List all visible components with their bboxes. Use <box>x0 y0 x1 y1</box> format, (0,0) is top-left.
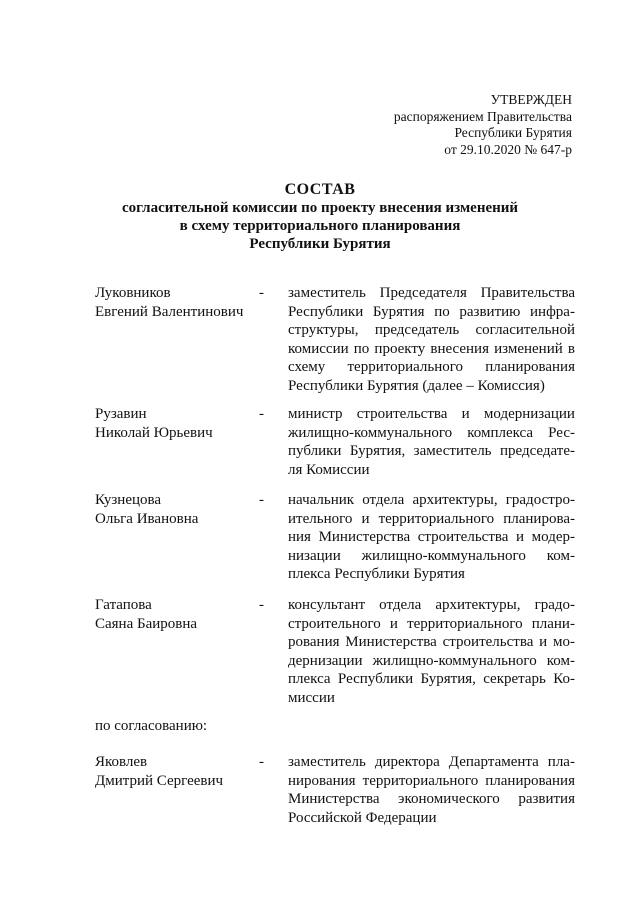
separator-dash: - <box>259 597 264 613</box>
role-line: плекса Республики Бурятия, секретарь Ко- <box>288 671 575 687</box>
approval-date-line: от 29.10.2020 № 647-р <box>444 141 572 157</box>
member-given-name: Евгений Валентинович <box>95 303 244 320</box>
member-given-name: Ольга Ивановна <box>95 510 199 527</box>
member-name <box>95 753 265 790</box>
member-surname: Кузнецова <box>95 492 162 508</box>
role-line: нирования территориального планирования <box>288 772 575 789</box>
title-line-2: в схему территориального планирования <box>179 218 461 234</box>
role-line: миссии <box>288 689 335 706</box>
member-name <box>95 405 265 442</box>
member-role <box>288 405 575 479</box>
member-surname: Яковлев <box>95 754 148 770</box>
role-line: ительного и территориального планирова- <box>288 510 575 527</box>
approval-authority-line: Республики Бурятия <box>454 125 572 140</box>
role-line: Министерства экономического развития <box>288 791 575 807</box>
role-line: структуры, председатель согласительной <box>288 322 575 338</box>
approval-stamp <box>394 92 572 158</box>
approval-order-line: распоряжением Правительства <box>393 108 572 124</box>
role-line: комиссии по проекту внесения изменений в <box>288 340 575 357</box>
role-line: ния Министерства строительства и модер- <box>288 529 575 545</box>
separator-dash: - <box>259 492 264 508</box>
agreement-section-note: по согласованию: <box>95 718 208 734</box>
document-title <box>0 181 640 253</box>
member-name <box>95 596 265 633</box>
separator-dash: - <box>259 406 264 422</box>
approval-title: УТВЕРЖДЕН <box>490 92 572 107</box>
title-line-3: Республики Бурятия <box>249 236 391 252</box>
role-line: заместитель директора Департамента пла- <box>288 754 575 770</box>
role-line: Республики Бурятия (далее – Комиссия) <box>288 377 545 394</box>
role-line: заместитель Председателя Правительства <box>288 285 575 301</box>
title-line-1: согласительной комиссии по проекту внесения изменений <box>121 200 519 216</box>
member-given-name: Саяна Баировна <box>95 615 198 632</box>
role-line: дернизации жилищно-коммунального ком- <box>288 652 575 669</box>
member-given-name: Николай Юрьевич <box>95 424 213 441</box>
member-surname: Рузавин <box>95 406 147 422</box>
role-line: Республики Бурятия по развитию инфра- <box>288 303 575 320</box>
role-line: схему территориального планирования <box>288 359 575 375</box>
role-line: публики Бурятия, заместитель председате- <box>288 443 575 459</box>
role-line: начальник отдела архитектуры, градостро- <box>288 492 575 508</box>
role-line: рования Министерства строительства и мо- <box>288 634 575 650</box>
member-role <box>288 284 575 395</box>
separator-dash: - <box>259 285 264 301</box>
member-role <box>288 753 575 827</box>
role-line: министр строительства и модернизации <box>288 406 575 422</box>
role-line: жилищно-коммунального комплекса Рес- <box>288 424 575 441</box>
member-surname: Гатапова <box>95 597 152 613</box>
member-name <box>95 491 265 528</box>
role-line: ля Комиссии <box>288 461 370 478</box>
member-given-name: Дмитрий Сергеевич <box>95 772 224 789</box>
role-line: Российской Федерации <box>288 809 437 826</box>
member-surname: Луковников <box>95 285 171 301</box>
role-line: плекса Республики Бурятия <box>288 566 465 582</box>
member-role <box>288 491 575 584</box>
role-line: консультант отдела архитектуры, градо- <box>288 597 575 613</box>
role-line: низации жилищно-коммунального ком- <box>288 547 575 564</box>
member-role <box>288 596 575 707</box>
separator-dash: - <box>259 754 264 770</box>
title-main: СОСТАВ <box>284 181 356 198</box>
member-name <box>95 284 265 321</box>
role-line: строительного и территориального плани- <box>288 615 575 632</box>
